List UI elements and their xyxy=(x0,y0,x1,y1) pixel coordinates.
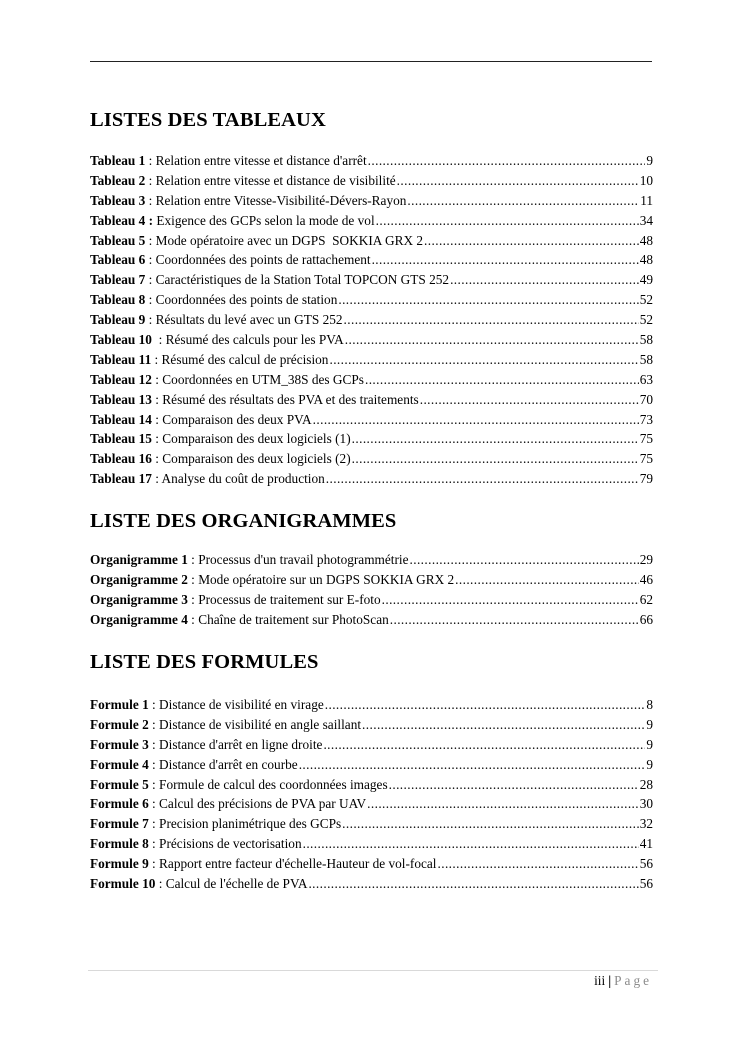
entry-label: Formule 2 xyxy=(90,716,149,732)
toc-entry[interactable] xyxy=(90,449,653,469)
entry-page-number: 10 xyxy=(639,172,653,188)
entry-label: Tableau 3 xyxy=(90,192,146,208)
entry-page-number: 9 xyxy=(646,756,653,772)
entry-title: : Distance de visibilité en angle saillant xyxy=(148,716,362,732)
entry-page-number: 48 xyxy=(639,232,653,248)
entry-title: : Coordonnées des points de station xyxy=(145,292,338,308)
entry-label: Tableau 16 xyxy=(90,451,152,467)
entry-title: : Relation entre Vitesse-Visibilité-Dévers-Rayon xyxy=(145,192,407,208)
dot-leader xyxy=(410,550,639,570)
entry-label: Organigramme 1 xyxy=(90,552,188,567)
entry-label: Organigramme 3 xyxy=(90,591,188,607)
toc-entry[interactable] xyxy=(90,250,653,270)
dot-leader xyxy=(438,854,639,874)
entry-page-number: 8 xyxy=(646,697,653,712)
entry-page-number: 46 xyxy=(639,571,653,587)
heading-formules: LISTE DES FORMULES xyxy=(90,651,319,673)
entry-title: : Précisions de vectorisation xyxy=(148,836,302,852)
dot-leader xyxy=(308,874,638,894)
heading-tableaux: LISTES DES TABLEAUX xyxy=(90,109,326,131)
dot-leader xyxy=(376,211,639,231)
dot-leader xyxy=(326,469,639,489)
dot-leader xyxy=(424,231,639,251)
entry-page-number: 62 xyxy=(639,591,653,607)
entry-page-number: 75 xyxy=(639,431,653,447)
toc-entry[interactable] xyxy=(90,290,653,310)
toc-entry[interactable] xyxy=(90,570,653,590)
toc-entry[interactable] xyxy=(90,370,653,390)
entry-page-number: 58 xyxy=(639,332,653,348)
entry-page-number: 66 xyxy=(639,611,653,627)
entry-label: Tableau 11 xyxy=(90,351,152,367)
dot-leader xyxy=(323,735,645,755)
dot-leader xyxy=(390,610,639,630)
entry-page-number: 29 xyxy=(639,552,653,567)
entry-label: Formule 3 xyxy=(90,736,149,752)
entry-title: : Calcul des précisions de PVA par UAV xyxy=(148,796,367,812)
entry-title: : Résumé des résultats des PVA et des traitements xyxy=(151,391,419,407)
entry-page-number: 73 xyxy=(639,411,653,427)
entry-title: : Calcul de l'échelle de PVA xyxy=(155,876,308,892)
entry-title: : Relation entre vitesse et distance de visibilité xyxy=(145,172,396,188)
entry-page-number: 79 xyxy=(639,471,653,487)
entry-label: Organigramme 4 xyxy=(90,611,188,627)
toc-entry[interactable] xyxy=(90,429,653,449)
entry-page-number: 9 xyxy=(646,736,653,752)
toc-entry[interactable] xyxy=(90,151,653,171)
entry-title: : Résultats du levé avec un GTS 252 xyxy=(145,312,343,328)
toc-entry[interactable] xyxy=(90,814,653,834)
toc-entry[interactable] xyxy=(90,469,653,489)
page-footer xyxy=(594,973,652,989)
toc-entry[interactable] xyxy=(90,410,653,430)
heading-organigrammes: LISTE DES ORGANIGRAMMES xyxy=(90,510,397,532)
dot-leader xyxy=(450,270,639,290)
toc-entry[interactable] xyxy=(90,834,653,854)
entry-page-number: 11 xyxy=(640,192,653,208)
dot-leader xyxy=(372,250,639,270)
entry-page-number: 9 xyxy=(646,716,653,732)
entry-title: : Résumé des calcul de précision xyxy=(151,351,329,367)
toc-entry[interactable] xyxy=(90,715,653,735)
toc-entry[interactable] xyxy=(90,270,653,290)
entry-label: Tableau 9 xyxy=(90,312,146,328)
entry-page-number: 48 xyxy=(639,252,653,268)
entry-page-number: 52 xyxy=(639,292,653,308)
entry-page-number: 75 xyxy=(639,451,653,467)
dot-leader xyxy=(365,370,639,390)
entry-label: Formule 7 xyxy=(90,816,149,832)
dot-leader xyxy=(303,834,639,854)
toc-entry[interactable] xyxy=(90,171,653,191)
toc-entry[interactable] xyxy=(90,874,653,894)
dot-leader xyxy=(345,330,639,350)
entry-label: Organigramme 2 xyxy=(90,571,188,587)
dot-leader xyxy=(367,794,639,814)
entry-label: Tableau 8 xyxy=(90,292,146,308)
entry-label: Tableau 2 xyxy=(90,172,146,188)
header-rule xyxy=(90,61,652,62)
entry-label: Tableau 6 xyxy=(90,252,146,268)
entry-title: : Distance d'arrêt en courbe xyxy=(148,756,298,772)
entry-label: Formule 10 xyxy=(90,876,156,892)
dot-leader xyxy=(397,171,639,191)
toc-entry[interactable] xyxy=(90,550,653,570)
entry-title: : Formule de calcul des coordonnées images xyxy=(148,776,388,792)
entry-label: Formule 1 xyxy=(90,697,149,712)
entry-title: : Rapport entre facteur d'échelle-Hauteur de vol-focal xyxy=(148,856,437,872)
entry-label: Tableau 13 xyxy=(90,391,152,407)
entry-title: : Precision planimétrique des GCPs xyxy=(148,816,342,832)
entry-title: : Mode opératoire sur un DGPS SOKKIA GRX 2 xyxy=(187,571,455,587)
entry-page-number: 34 xyxy=(639,212,653,228)
entry-title: : Processus d'un travail photogrammétrie xyxy=(187,552,409,567)
toc-entry[interactable] xyxy=(90,695,653,715)
list-organigrammes xyxy=(90,550,653,630)
entry-page-number: 9 xyxy=(646,153,653,168)
dot-leader xyxy=(368,151,646,171)
entry-title: : Chaîne de traitement sur PhotoScan xyxy=(187,611,389,627)
entry-page-number: 70 xyxy=(639,391,653,407)
entry-title: : Caractéristiques de la Station Total TOPCON GTS 252 xyxy=(145,272,450,288)
dot-leader xyxy=(407,191,639,211)
entry-page-number: 30 xyxy=(639,796,653,812)
entry-title: : Processus de traitement sur E-foto xyxy=(187,591,381,607)
list-tableaux xyxy=(90,151,653,489)
toc-entry[interactable] xyxy=(90,794,653,814)
entry-page-number: 32 xyxy=(639,816,653,832)
entry-label: Formule 4 xyxy=(90,756,149,772)
dot-leader xyxy=(344,310,639,330)
entry-title: : Coordonnées des points de rattachement xyxy=(145,252,371,268)
entry-label: Tableau 4 : xyxy=(90,212,154,228)
entry-label: Formule 6 xyxy=(90,796,149,812)
footer-rule xyxy=(88,970,658,971)
dot-leader xyxy=(455,570,639,590)
entry-label: Tableau 17 xyxy=(90,471,152,487)
dot-leader xyxy=(313,410,639,430)
entry-page-number: 63 xyxy=(639,371,653,387)
entry-title: : Analyse du coût de production xyxy=(151,471,325,487)
dot-leader xyxy=(382,590,639,610)
page-number: iii xyxy=(594,973,606,988)
entry-page-number: 28 xyxy=(639,776,653,792)
dot-leader xyxy=(299,755,646,775)
page-word: Page xyxy=(614,973,652,988)
entry-label: Formule 8 xyxy=(90,836,149,852)
entry-title: : Comparaison des deux logiciels (1) xyxy=(151,431,351,447)
toc-entry[interactable] xyxy=(90,390,653,410)
entry-title: : Coordonnées en UTM_38S des GCPs xyxy=(151,371,364,387)
entry-label: Tableau 12 xyxy=(90,371,152,387)
dot-leader xyxy=(420,390,639,410)
entry-label: Tableau 7 xyxy=(90,272,146,288)
entry-label: Tableau 5 xyxy=(90,232,146,248)
list-formules xyxy=(90,695,653,894)
entry-page-number: 49 xyxy=(639,272,653,288)
entry-label: Formule 5 xyxy=(90,776,149,792)
toc-entry[interactable] xyxy=(90,310,653,330)
toc-entry[interactable] xyxy=(90,854,653,874)
toc-entry[interactable] xyxy=(90,211,653,231)
dot-leader xyxy=(352,449,639,469)
entry-title: : Mode opératoire avec un DGPS SOKKIA GRX 2 xyxy=(145,232,424,248)
toc-entry[interactable] xyxy=(90,610,653,630)
toc-entry[interactable] xyxy=(90,330,653,350)
dot-leader xyxy=(338,290,638,310)
entry-page-number: 56 xyxy=(639,856,653,872)
toc-entry[interactable] xyxy=(90,590,653,610)
dot-leader xyxy=(389,775,639,795)
entry-label: Formule 9 xyxy=(90,856,149,872)
dot-leader xyxy=(329,350,638,370)
entry-title: : Distance de visibilité en virage xyxy=(148,697,324,712)
entry-label: Tableau 10 xyxy=(90,332,152,348)
toc-entry[interactable] xyxy=(90,735,653,755)
entry-page-number: 56 xyxy=(639,876,653,892)
toc-entry[interactable] xyxy=(90,775,653,795)
entry-title: Exigence des GCPs selon la mode de vol xyxy=(153,212,375,228)
dot-leader xyxy=(342,814,639,834)
entry-title: : Comparaison des deux logiciels (2) xyxy=(151,451,351,467)
entry-page-number: 58 xyxy=(639,351,653,367)
entry-title: : Comparaison des deux PVA xyxy=(151,411,312,427)
entry-title: : Relation entre vitesse et distance d'arrêt xyxy=(145,153,367,168)
dot-leader xyxy=(352,429,639,449)
entry-label: Tableau 15 xyxy=(90,431,152,447)
entry-label: Tableau 1 xyxy=(90,153,146,168)
entry-title: : Distance d'arrêt en ligne droite xyxy=(148,736,323,752)
entry-label: Tableau 14 xyxy=(90,411,152,427)
dot-leader xyxy=(325,695,646,715)
toc-entry[interactable] xyxy=(90,191,653,211)
entry-title: : Résumé des calculs pour les PVA xyxy=(151,332,344,348)
toc-entry[interactable] xyxy=(90,231,653,251)
toc-entry[interactable] xyxy=(90,350,653,370)
entry-page-number: 41 xyxy=(639,836,653,852)
entry-page-number: 52 xyxy=(639,312,653,328)
footer-separator: | xyxy=(608,973,612,988)
dot-leader xyxy=(362,715,645,735)
toc-entry[interactable] xyxy=(90,755,653,775)
